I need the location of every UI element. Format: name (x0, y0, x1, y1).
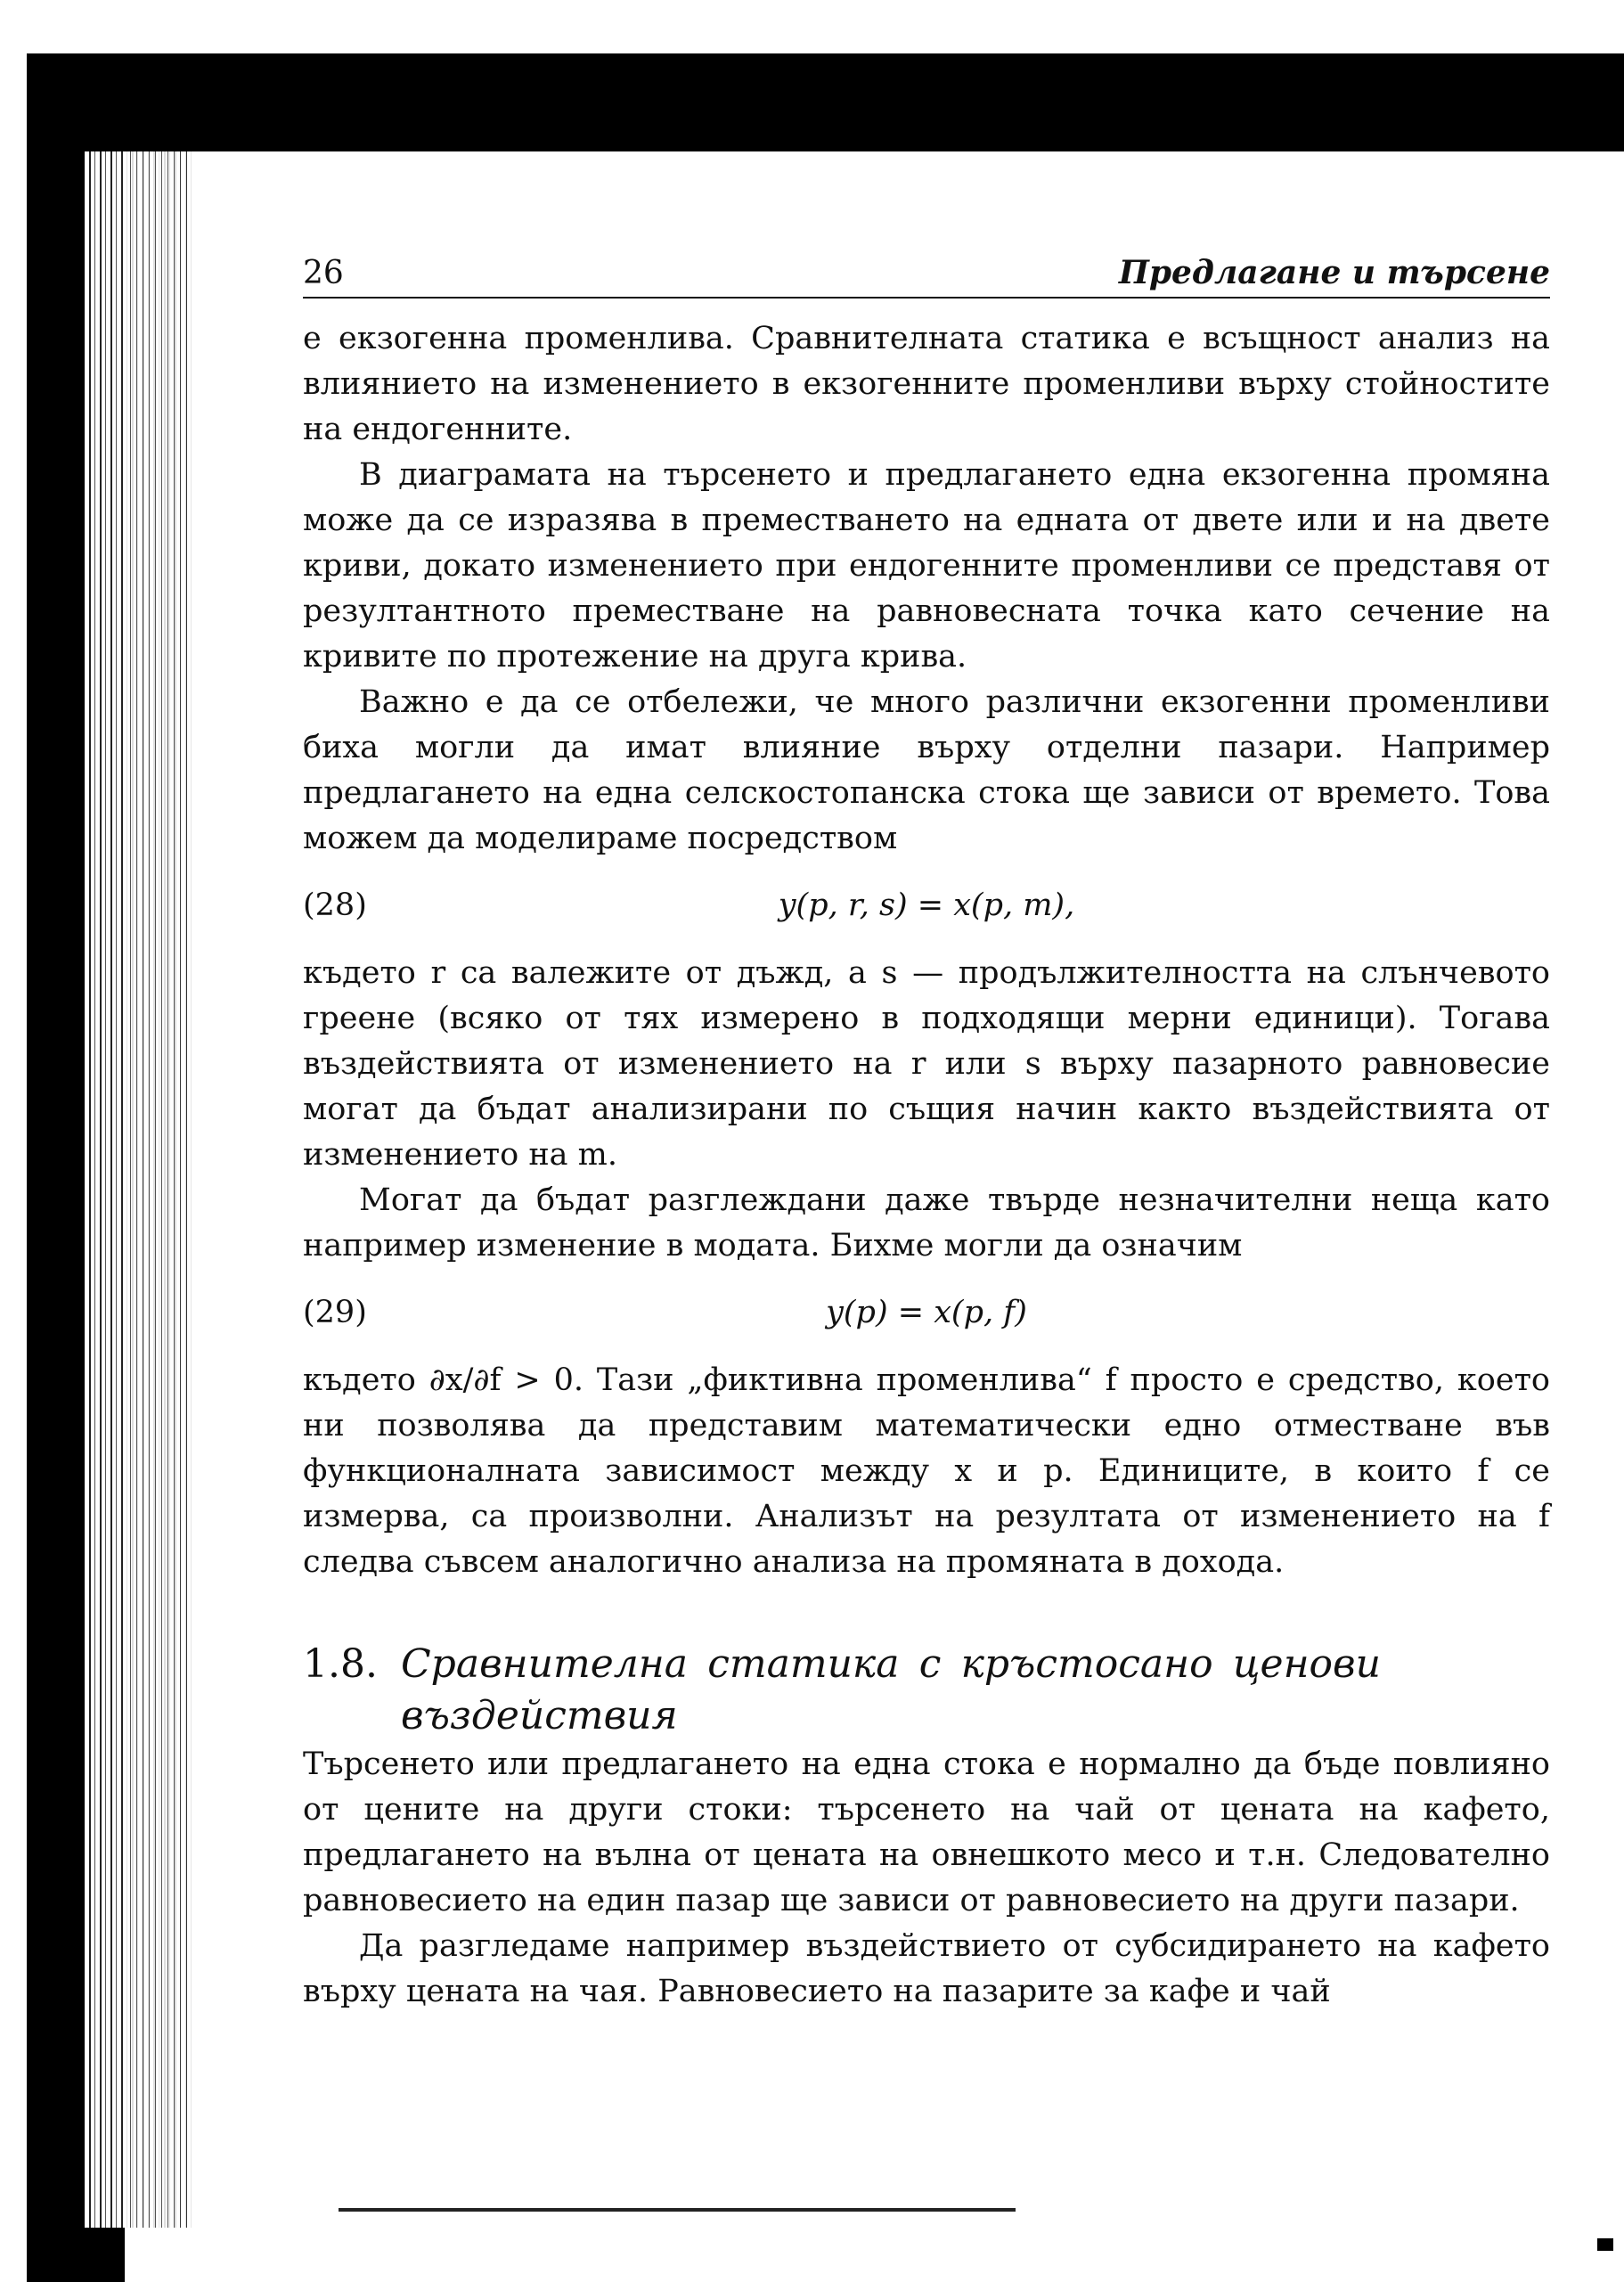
paragraph: Важно е да се отбележи, че много различни екзогенни променливи биха могли да имат влияние върху отделни пазари. Например предлагането на една селскостопанска стока ще зависи от времето. Това можем да моделираме посредством (303, 684, 1550, 856)
body-text (303, 316, 1550, 2015)
equation-formula: y(p) = x(p, f) (826, 1294, 1027, 1330)
equation-28 (303, 881, 1550, 929)
equation-29 (303, 1288, 1550, 1337)
paragraph: където ∂x/∂f > 0. Тази „фиктивна променлива“ f просто е средство, което ни позволява да представим математически едно отместване във функционалната зависимост между x и p. Единиците, в които f се измерва, са произволни. Анализът на резултата от изменението на f следва съвсем аналогично анализа на промяната в дохода. (303, 1362, 1550, 1580)
section-title: Сравнителна статика с кръстосано ценови въздействия (401, 1641, 1381, 1738)
paragraph: е екзогенна променлива. Сравнителната статика е всъщност анализ на влиянието на изменението в екзогенните променливи върху стойностите на ендогенните. (303, 321, 1550, 447)
bottom-scan-rule (339, 2208, 1016, 2212)
paragraph: Търсенето или предлагането на една стока е нормално да бъде повлияно от цените на други стоки: търсенето на чай от цената на кафето, предлагането на вълна от цената на овнешкото месо и т.н. Следователно равновесието на един пазар ще зависи от равновесието на други пазари. (303, 1746, 1550, 1918)
scan-margin (0, 0, 1624, 53)
paragraph: В диаграмата на търсенето и предлагането една екзогенна промяна може да се изразява в преместването на едната от двете или и на двете криви, докато изменението при ендогенните променливи се представя от резултантното преместване на равновесната точка като сечение на кривите по протежение на друга крива. (303, 457, 1550, 675)
scan-border-top (27, 53, 1624, 151)
running-title: Предлагане и търсене (1118, 254, 1550, 291)
running-head (303, 254, 1550, 299)
corner-mark (1597, 2238, 1613, 2251)
equation-formula: y(p, r, s) = x(p, m), (778, 887, 1075, 923)
section-heading (303, 1639, 1550, 1742)
equation-number: (29) (303, 1294, 367, 1330)
paragraph: където r са валежите от дъжд, а s — продължителността на слънчевото греене (всяко от тях измерено в подходящи мерни единици). Тогава въздействията от изменението на r или s върху пазарното равновесие могат да бъдат анализирани по същия начин както въздействията от изменението на m. (303, 955, 1550, 1173)
page-edges (125, 151, 192, 2228)
book-page (303, 254, 1550, 2015)
equation-number: (28) (303, 887, 367, 923)
section-number: 1.8. (303, 1641, 378, 1687)
paragraph: Да разгледаме например въздействието от субсидирането на кафето върху цената на чая. Равновесието на пазарите за кафе и чай (303, 1928, 1550, 2009)
paragraph: Могат да бъдат разглеждани даже твърде незначителни неща като например изменение в модата. Бихме могли да означим (303, 1182, 1550, 1264)
page-number: 26 (303, 255, 344, 291)
